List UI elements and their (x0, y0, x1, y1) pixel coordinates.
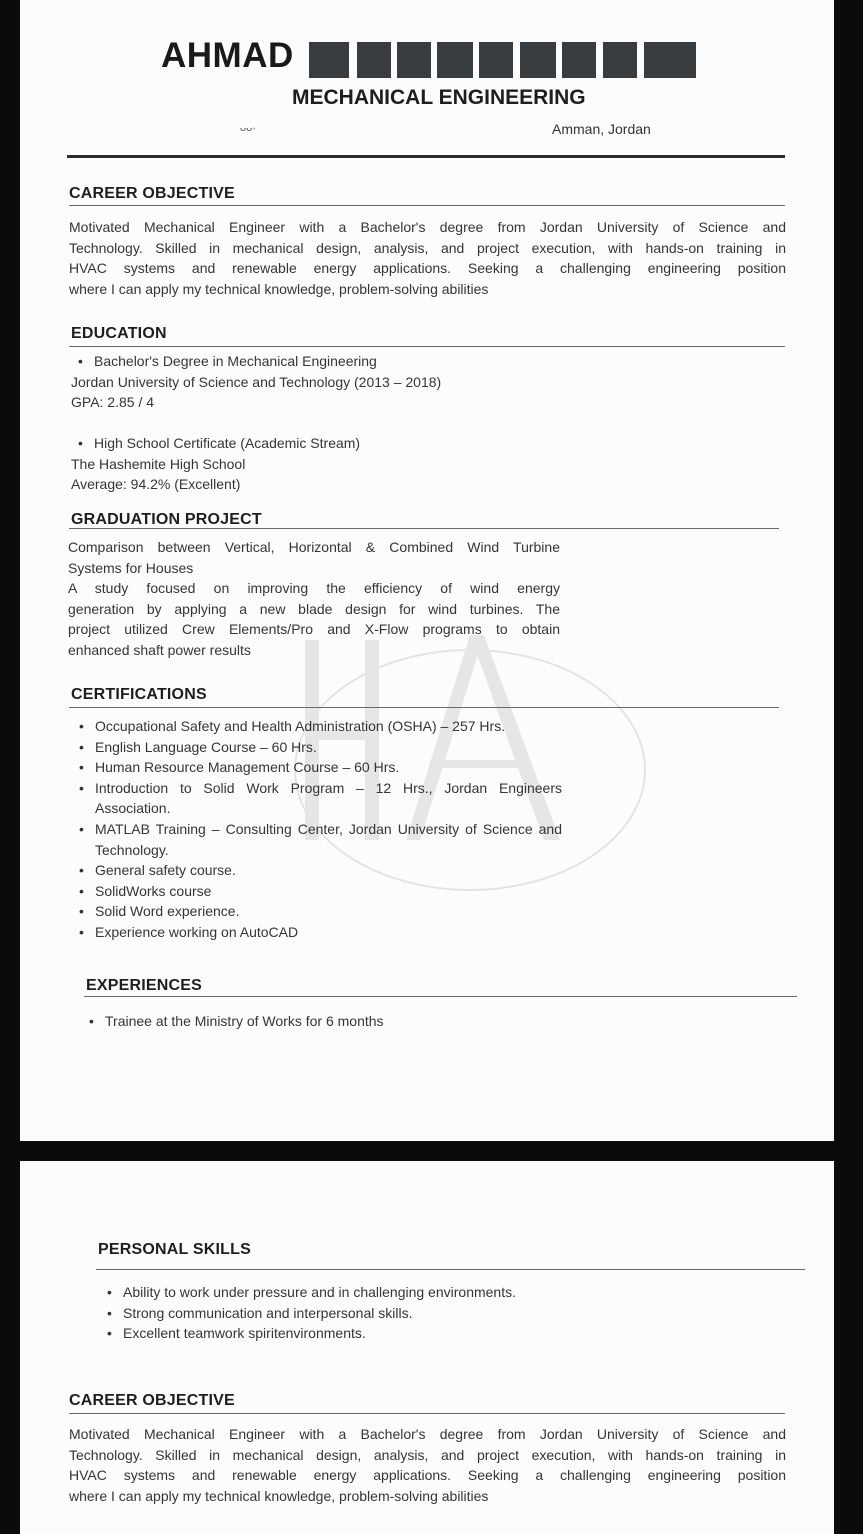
redaction-block (309, 42, 349, 78)
degree-title: • Bachelor's Degree in Mechanical Engineering (69, 351, 769, 372)
certification-item: • Introduction to Solid Work Program – 12 Hrs., Jordan Engineers Association. (70, 778, 562, 819)
section-divider (84, 996, 797, 997)
redaction-block (603, 42, 637, 78)
personal-skills-list (98, 1282, 798, 1344)
career-objective-line: Motivated Mechanical Engineer with a Bachelor's degree from Jordan University of Science and (69, 219, 786, 235)
career-objective-line: HVAC systems and renewable energy applications. Seeking a challenging engineering position (69, 260, 786, 277)
resume-page-2 (20, 1161, 834, 1534)
education-entry (69, 351, 769, 413)
certification-item: • Occupational Safety and Health Administration (OSHA) – 257 Hrs. (70, 716, 562, 737)
certification-item: • Human Resource Management Course – 60 Hrs. (70, 757, 562, 778)
section-divider (96, 1269, 805, 1270)
project-line: Comparison between Vertical, Horizontal & Combined Wind Turbine (68, 539, 560, 555)
career-objective-text (69, 1424, 786, 1506)
education-entry (69, 433, 769, 495)
section-divider (69, 1413, 785, 1414)
career-objective-line: Motivated Mechanical Engineer with a Bachelor's degree from Jordan University of Science and (69, 1426, 786, 1442)
experiences-list (80, 1011, 780, 1032)
section-divider (69, 707, 779, 708)
section-heading-education: EDUCATION (71, 325, 167, 342)
section-heading-certifications: CERTIFICATIONS (71, 686, 207, 703)
career-objective-line: Technology. Skilled in mechanical design, analysis, and project execution, with hands-on training in (69, 1446, 786, 1463)
project-line: Systems for Houses (68, 559, 194, 576)
graduation-project-text (68, 537, 560, 661)
section-heading-career-objective: CAREER OBJECTIVE (69, 185, 235, 202)
certification-item: • SolidWorks course (70, 881, 562, 902)
location: Amman, Jordan (552, 121, 651, 137)
section-heading-experiences: EXPERIENCES (86, 977, 203, 994)
degree-school: The Hashemite High School (71, 455, 246, 472)
degree-title: • High School Certificate (Academic Stream) (69, 433, 769, 454)
section-heading-career-objective: CAREER OBJECTIVE (69, 1392, 235, 1409)
candidate-first-name: AHMAD (161, 36, 294, 75)
certification-item: • Solid Word experience. (70, 901, 562, 922)
redaction-block (562, 42, 596, 78)
certifications-list (70, 716, 562, 943)
redaction-block (644, 42, 696, 78)
career-objective-line: where I can apply my technical knowledge, problem-solving abilities (69, 1487, 489, 1504)
project-line: enhanced shaft power results (68, 641, 251, 658)
header-divider (67, 155, 785, 158)
project-line: generation by applying a new blade design for wind turbines. The (68, 600, 560, 617)
redaction-block (357, 42, 391, 78)
certification-item: • General safety course. (70, 860, 562, 881)
skill-item: • Strong communication and interpersonal skills. (98, 1303, 798, 1324)
project-line: A study focused on improving the efficiency of wind energy (68, 580, 560, 597)
redaction-block (397, 42, 431, 78)
career-objective-line: HVAC systems and renewable energy applications. Seeking a challenging engineering position (69, 1467, 786, 1484)
section-divider (69, 346, 785, 347)
certification-item: • Experience working on AutoCAD (70, 922, 562, 943)
redaction-block (479, 42, 513, 78)
experience-item: • Trainee at the Ministry of Works for 6 months (80, 1011, 780, 1032)
section-heading-graduation-project: GRADUATION PROJECT (71, 511, 262, 528)
degree-grade: Average: 94.2% (Excellent) (71, 476, 241, 493)
degree-school: Jordan University of Science and Technology (2013 – 2018) (71, 373, 442, 390)
career-objective-line: where I can apply my technical knowledge, problem-solving abilities (69, 280, 489, 297)
redaction-block (437, 42, 473, 78)
skill-item: • Excellent teamwork spiritenvironments. (98, 1323, 798, 1344)
resume-page-1 (20, 0, 834, 1141)
career-objective-text (69, 217, 786, 299)
job-title: MECHANICAL ENGINEERING (292, 86, 586, 109)
cropped-contact-text: ᴗᴗ˴ (240, 122, 256, 134)
project-line: project utilized Crew Elements/Pro and X-Flow programs to obtain (68, 621, 560, 638)
section-heading-personal-skills: PERSONAL SKILLS (98, 1241, 251, 1258)
certification-item: • English Language Course – 60 Hrs. (70, 737, 562, 758)
degree-grade: GPA: 2.85 / 4 (71, 394, 155, 411)
skill-item: • Ability to work under pressure and in challenging environments. (98, 1282, 798, 1303)
certification-item: • MATLAB Training – Consulting Center, Jordan University of Science and Technology. (70, 819, 562, 860)
career-objective-line: Technology. Skilled in mechanical design, analysis, and project execution, with hands-on training in (69, 239, 786, 256)
section-divider (69, 205, 785, 206)
section-divider (69, 528, 779, 529)
redaction-block (520, 42, 556, 78)
